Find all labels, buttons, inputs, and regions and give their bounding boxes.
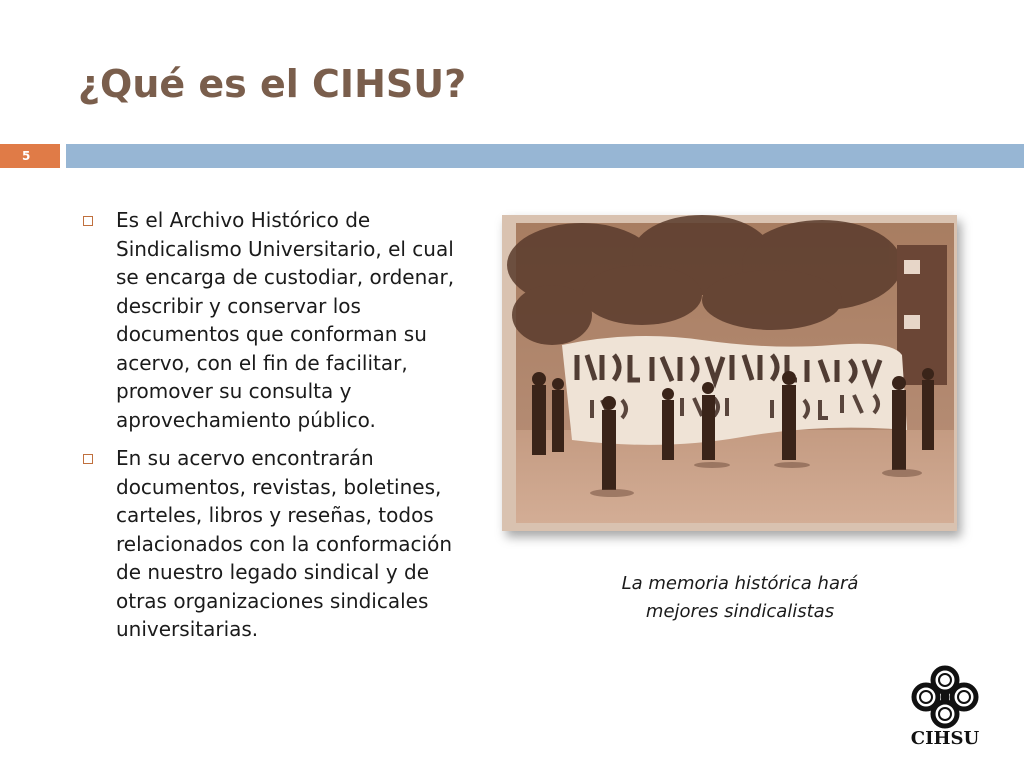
caption-line: mejores sindicalistas [645, 601, 835, 622]
photo-caption [560, 570, 920, 626]
slide-title: ¿Qué es el CIHSU? [78, 62, 467, 106]
cihsu-logo-icon [904, 664, 986, 730]
square-bullet-icon [83, 216, 93, 226]
header-rule-bar [66, 144, 1024, 168]
logo-label: CIHSU [910, 728, 980, 749]
bullet-item [80, 206, 460, 434]
slide-number: 5 [0, 144, 60, 168]
bullet-text: En su acervo encontrarán documentos, revistas, boletines, carteles, libros y reseñas, todos relacionados con la conformación de nuestro legado sindical y de otras organizaciones sindicales universitarias. [116, 446, 453, 641]
bullet-text: Es el Archivo Histórico de Sindicalismo Universitario, el cual se encarga de custodiar, ordenar, describir y conservar los documentos que conforman su acervo, con el fin de facilitar, promover su consulta y aprovechamiento público. [116, 208, 455, 432]
bullet-list [80, 206, 460, 654]
caption-line: La memoria histórica hará [621, 573, 859, 594]
protest-photo [502, 215, 957, 531]
square-bullet-icon [83, 454, 93, 464]
bullet-item [80, 444, 460, 644]
